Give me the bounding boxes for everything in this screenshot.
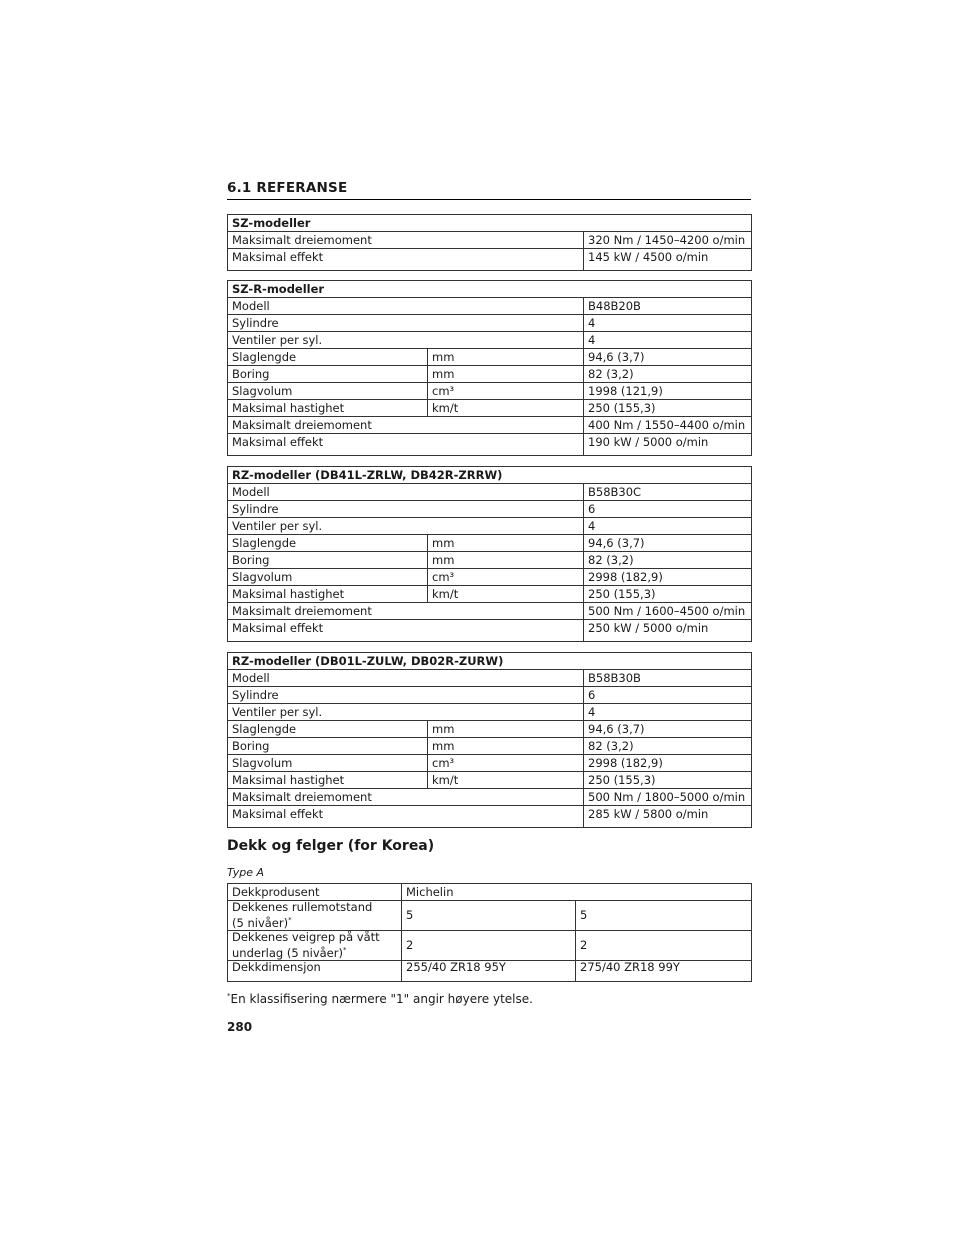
spec-label: Sylindre — [228, 687, 584, 704]
spec-value: 250 (155,3) — [584, 772, 752, 789]
spec-value: 82 (3,2) — [584, 738, 752, 755]
spec-label: Slagvolum — [228, 755, 428, 772]
table-row — [228, 961, 752, 982]
table-row — [228, 569, 752, 586]
table-row — [228, 249, 752, 271]
spec-label: Ventiler per syl. — [228, 332, 584, 349]
footnote — [227, 992, 533, 1006]
spec-value: 4 — [584, 332, 752, 349]
table-row — [228, 721, 752, 738]
spec-label: Maksimalt dreiemoment — [228, 789, 584, 806]
section-title: 6.1 REFERANSE — [227, 180, 348, 196]
rolling-label-line1: Dekkenes rullemotstand — [232, 900, 373, 915]
spec-unit: km/t — [428, 400, 584, 417]
spec-value: 6 — [584, 687, 752, 704]
spec-value: 250 kW / 5000 o/min — [584, 620, 752, 642]
spec-value: 94,6 (3,7) — [584, 535, 752, 552]
grip-front-value: 2 — [402, 931, 576, 961]
footnote-marker: * — [227, 992, 231, 1000]
spec-label: Maksimalt dreiemoment — [228, 417, 584, 434]
spec-label: Boring — [228, 552, 428, 569]
spec-value: 4 — [584, 315, 752, 332]
grip-label-line1: Dekkenes veigrep på vått — [232, 930, 380, 945]
table-row — [228, 484, 752, 501]
spec-label: Maksimal effekt — [228, 806, 584, 828]
table-row — [228, 931, 752, 961]
spec-label: Slagvolum — [228, 383, 428, 400]
table-header: SZ-modeller — [228, 215, 752, 232]
table-row — [228, 901, 752, 931]
spec-unit: cm³ — [428, 383, 584, 400]
spec-value: 4 — [584, 518, 752, 535]
szr-models-table — [227, 280, 752, 456]
table-row — [228, 332, 752, 349]
asterisk-marker: * — [288, 916, 292, 925]
spec-label: Modell — [228, 298, 584, 315]
rolling-front-value: 5 — [402, 901, 576, 931]
spec-label: Slaglengde — [228, 349, 428, 366]
spec-value: 82 (3,2) — [584, 552, 752, 569]
table-row — [228, 738, 752, 755]
spec-label: Boring — [228, 366, 428, 383]
spec-value: 94,6 (3,7) — [584, 349, 752, 366]
spec-unit: km/t — [428, 772, 584, 789]
table-row — [228, 806, 752, 828]
table-row — [228, 298, 752, 315]
spec-label: Maksimal hastighet — [228, 586, 428, 603]
rolling-resistance-label — [228, 901, 402, 931]
table-row — [228, 670, 752, 687]
spec-value: 190 kW / 5000 o/min — [584, 434, 752, 456]
spec-value: 82 (3,2) — [584, 366, 752, 383]
spec-value: 250 (155,3) — [584, 400, 752, 417]
spec-value: B58B30C — [584, 484, 752, 501]
section-divider — [227, 199, 751, 200]
table-row — [228, 232, 752, 249]
table-row — [228, 620, 752, 642]
tire-type-label: Type A — [227, 866, 265, 879]
spec-value: B58B30B — [584, 670, 752, 687]
rolling-rear-value: 5 — [576, 901, 752, 931]
tires-heading: Dekk og felger (for Korea) — [227, 838, 435, 854]
spec-value: 6 — [584, 501, 752, 518]
spec-label: Maksimal hastighet — [228, 772, 428, 789]
spec-label: Ventiler per syl. — [228, 704, 584, 721]
rz-models-table-1 — [227, 466, 752, 642]
spec-value: 500 Nm / 1600–4500 o/min — [584, 603, 752, 620]
spec-label: Maksimalt dreiemoment — [228, 232, 584, 249]
spec-unit: mm — [428, 738, 584, 755]
spec-unit: cm³ — [428, 755, 584, 772]
spec-unit: km/t — [428, 586, 584, 603]
rolling-label-line2: (5 nivåer) — [232, 915, 289, 930]
spec-value: 94,6 (3,7) — [584, 721, 752, 738]
spec-label: Slaglengde — [228, 535, 428, 552]
table-row — [228, 383, 752, 400]
spec-label: Modell — [228, 484, 584, 501]
tire-size-label: Dekkdimensjon — [228, 961, 402, 982]
spec-label: Slaglengde — [228, 721, 428, 738]
spec-label: Modell — [228, 670, 584, 687]
table-row — [228, 501, 752, 518]
footnote-text: En klassifisering nærmere "1" angir høyere ytelse. — [230, 992, 533, 1006]
spec-value: 1998 (121,9) — [584, 383, 752, 400]
table-row — [228, 789, 752, 806]
grip-rear-value: 2 — [576, 931, 752, 961]
spec-value: B48B20B — [584, 298, 752, 315]
spec-value: 250 (155,3) — [584, 586, 752, 603]
tire-manufacturer-label: Dekkprodusent — [228, 884, 402, 901]
table-header: RZ-modeller (DB41L-ZRLW, DB42R-ZRRW) — [228, 467, 752, 484]
spec-label: Maksimal hastighet — [228, 400, 428, 417]
spec-label: Sylindre — [228, 501, 584, 518]
spec-value: 2998 (182,9) — [584, 569, 752, 586]
grip-label-line2: underlag (5 nivåer) — [232, 945, 343, 960]
table-row — [228, 687, 752, 704]
spec-label: Maksimal effekt — [228, 434, 584, 456]
table-row — [228, 552, 752, 569]
spec-label: Maksimalt dreiemoment — [228, 603, 584, 620]
spec-unit: mm — [428, 535, 584, 552]
spec-label: Maksimal effekt — [228, 620, 584, 642]
spec-unit: mm — [428, 349, 584, 366]
table-header: RZ-modeller (DB01L-ZULW, DB02R-ZURW) — [228, 653, 752, 670]
spec-label: Boring — [228, 738, 428, 755]
table-row — [228, 366, 752, 383]
wet-grip-label — [228, 931, 402, 961]
spec-value: 320 Nm / 1450–4200 o/min — [584, 232, 752, 249]
spec-label: Slagvolum — [228, 569, 428, 586]
spec-unit: mm — [428, 366, 584, 383]
spec-unit: mm — [428, 721, 584, 738]
table-header: SZ-R-modeller — [228, 281, 752, 298]
spec-value: 4 — [584, 704, 752, 721]
spec-value: 400 Nm / 1550–4400 o/min — [584, 417, 752, 434]
table-row — [228, 535, 752, 552]
spec-unit: mm — [428, 552, 584, 569]
page-number: 280 — [227, 1020, 253, 1034]
asterisk-marker: * — [342, 946, 347, 955]
tire-manufacturer-value: Michelin — [402, 884, 752, 901]
table-row — [228, 755, 752, 772]
spec-label: Maksimal effekt — [228, 249, 584, 271]
table-header-row — [228, 215, 752, 232]
table-row — [228, 349, 752, 366]
spec-value: 145 kW / 4500 o/min — [584, 249, 752, 271]
table-row — [228, 772, 752, 789]
spec-label: Sylindre — [228, 315, 584, 332]
tire-size-rear: 275/40 ZR18 99Y — [576, 961, 752, 982]
table-row — [228, 518, 752, 535]
table-row — [228, 586, 752, 603]
rz-models-table-2 — [227, 652, 752, 828]
table-row — [228, 400, 752, 417]
spec-value: 2998 (182,9) — [584, 755, 752, 772]
spec-unit: cm³ — [428, 569, 584, 586]
spec-value: 285 kW / 5800 o/min — [584, 806, 752, 828]
table-row — [228, 434, 752, 456]
tire-size-front: 255/40 ZR18 95Y — [402, 961, 576, 982]
sz-models-table — [227, 214, 752, 271]
table-row — [228, 884, 752, 901]
table-row — [228, 315, 752, 332]
table-row — [228, 417, 752, 434]
spec-value: 500 Nm / 1800–5000 o/min — [584, 789, 752, 806]
table-row — [228, 603, 752, 620]
tires-table — [227, 883, 752, 982]
table-row — [228, 704, 752, 721]
spec-label: Ventiler per syl. — [228, 518, 584, 535]
